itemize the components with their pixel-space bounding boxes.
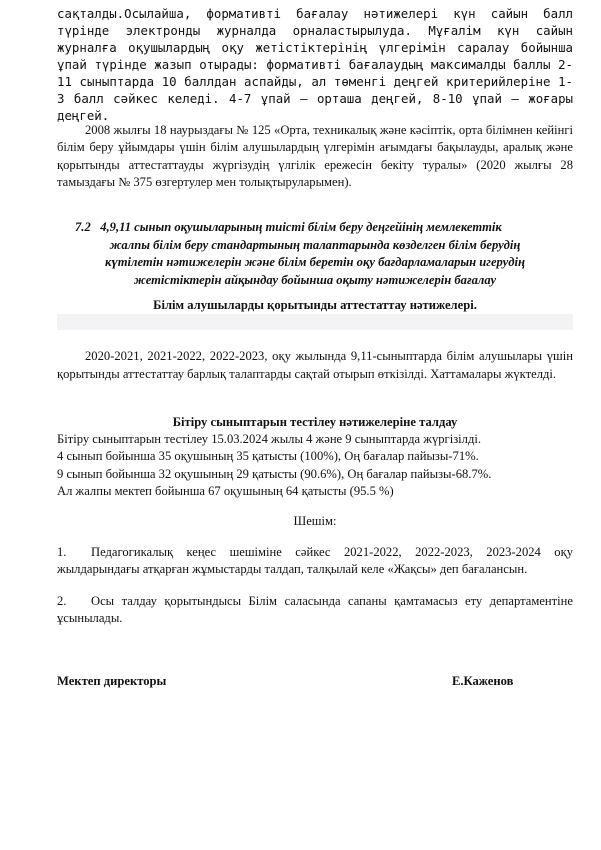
decision-item [57,593,573,628]
decision-item-number: 1. [57,545,67,559]
shaded-blank-line [57,314,573,330]
regulation-paragraph: 2008 жылғы 18 наурыздағы № 125 «Орта, техникалық және кәсіптік, орта білімнен кейінгі білім беру ұйымдары үшін білім алушылардың үлгерімін ағымдағы бақылауды, аралық және қорытынды аттестаттауды жүргізудің үлгілік ережесін бекіту туралы» (2020 жылғы 28 тамыздағы № 375 өзгертулер мен толықтыруларымен). [57,123,573,189]
decision-item [57,544,573,579]
testing-line-school-total: Ал жалпы мектеп бойынша 67 оқушының 64 қатысты (95.5 %) [57,483,394,498]
attestation-subheading: Білім алушыларды қорытынды аттестаттау нәтижелері. [153,298,477,312]
decision-title: Шешім: [293,514,337,528]
section-heading [75,219,573,289]
testing-line-grade-9: 9 сынып бойынша 32 оқушының 29 қатысты (90.6%), Оң бағалар пайызы-68.7%. [57,466,492,481]
section-number: 7.2 [75,220,91,234]
signature-role: Мектеп директоры [57,674,167,688]
decision-item-number: 2. [57,594,67,608]
section-heading-line-1: 4,9,11 сынып оқушыларының тиісті білім беру деңгейінің мемлекеттік [100,220,502,234]
attestation-paragraph: 2020-2021, 2021-2022, 2022-2023, оқу жылында 9,11-сыныптарда білім алушылары үшін қорытынды аттестаттау барлық талаптарды сақтай отырып өткізілді. Хаттамалары жүктелді. [57,349,573,381]
decision-item-text: Осы талдау қорытындысы Білім саласында сапаны қамтамасыз ету департаментіне ұсынылады. [57,594,573,626]
decision-item-text: Педагогикалық кеңес шешіміне сәйкес 2021-2022, 2022-2023, 2023-2024 оқу жылдарындағы атқарған жұмыстарды талдап, талқылай келе «Жақсы» деп бағалансын. [57,545,573,577]
testing-line-grade-4: 4 сынып бойынша 35 оқушының 35 қатысты (100%), Оң бағалар пайызы-71%. [57,449,479,464]
section-heading-line-2: жалпы білім беру стандартының талаптарында көзделген білім берудің [109,237,521,252]
testing-results [57,431,573,500]
signature-name: Е.Каженов [452,674,514,688]
testing-heading: Бітіру сыныптарын тестілеу нәтижелеріне талдау [172,415,458,429]
formative-assessment-paragraph: сақталды.Осылайша, формативті бағалау нәтижелері күн сайын балл түрінде электронды журналда орналастырылуда. Мұғалім күн сайын журналға оқушылардың оқу жетістіктерінің үлгерімін саралау бойынша ұпай түрінде жазып отырады: формативті бағалаудың максималды баллы 2-11 сыныптарда 10 баллдан аспайды, ал төменгі деңгей критерийлеріне 1-3 балл сәйкес келеді. 4-7 ұпай – орташа деңгей, 8-10 ұпай – жоғары деңгей. [57,6,573,123]
section-heading-line-4: жетістіктерін айқындау бойынша оқыту нәтижелерін бағалау [133,272,497,287]
testing-line-date: Бітіру сыныптарын тестілеу 15.03.2024 жылы 4 және 9 сыныптарда жүргізілді. [57,432,482,446]
section-heading-line-3: күтілетін нәтижелерін және білім беретін оқу бағдарламаларын игерудің [105,255,525,269]
